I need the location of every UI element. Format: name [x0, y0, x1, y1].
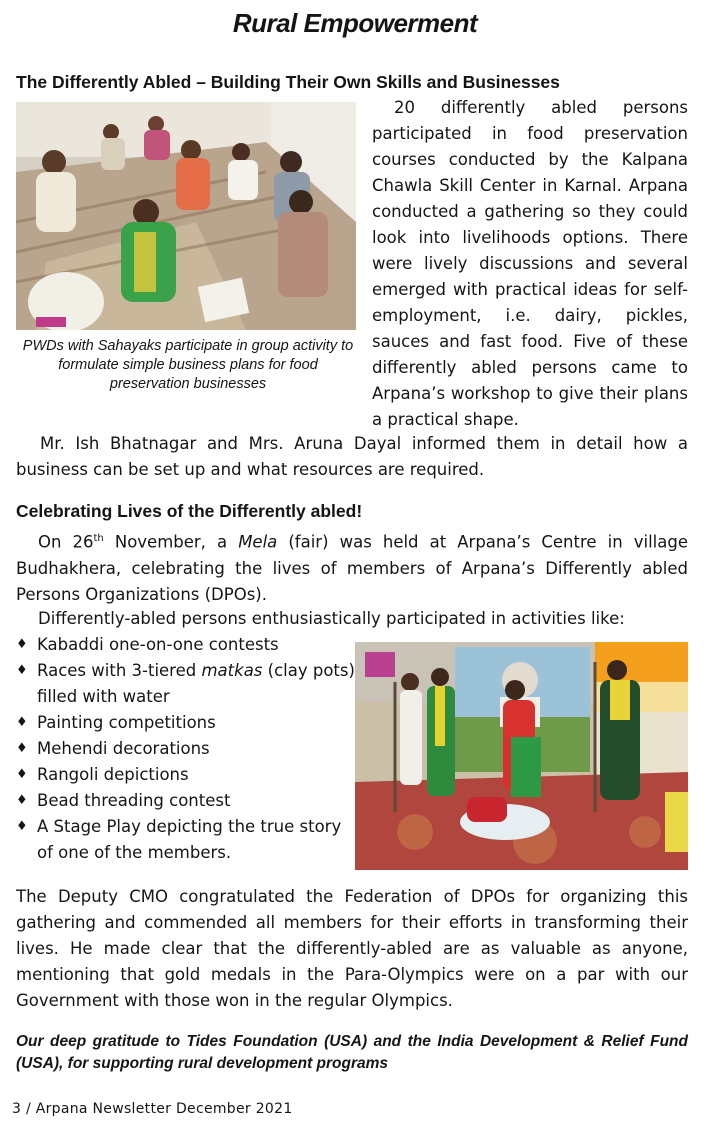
group-activity-photo [16, 102, 356, 330]
section1-followup-text: Mr. Ish Bhatnagar and Mrs. Aruna Dayal informed them in detail how a business can be set up and what resources are required. [16, 434, 688, 479]
diamond-bullet-icon: ♦ [16, 741, 28, 756]
group-activity-caption: PWDs with Sahayaks participate in group activity to formulate simple business plans for food preservation businesses [22, 338, 354, 392]
diamond-bullet-icon: ♦ [16, 637, 28, 652]
list-item: ♦ A Stage Play depicting the true story of one of the members. [16, 814, 356, 866]
diamond-bullet-icon: ♦ [16, 819, 28, 834]
section-heading-celebrating: Celebrating Lives of the Differently abled! [16, 501, 363, 521]
section2-intro-text: On 26th November, a Mela (fair) was held at Arpana’s Centre in village Budhakhera, celebrating the lives of members of Arpana’s Differently abled Persons Organizations (DPOs). [16, 532, 688, 604]
page-footer: 3 / Arpana Newsletter December 2021 [12, 1101, 293, 1117]
list-item: ♦ Mehendi decorations [16, 736, 356, 762]
group-activity-illustration [16, 102, 356, 330]
section2-closing-text: The Deputy CMO congratulated the Federation of DPOs for organizing this gathering and commended all members for their efforts in transforming their lives. He made clear that the differently-abled are as valuable as anyone, mentioning that gold medals in the Para-Olympics were on a par with our Government with those won in the regular Olympics. [16, 887, 688, 1010]
list-item: ♦ Bead threading contest [16, 788, 356, 814]
list-item: ♦ Rangoli depictions [16, 762, 356, 788]
diamond-bullet-icon: ♦ [16, 793, 28, 808]
stage-play-photo [355, 642, 688, 870]
diamond-bullet-icon: ♦ [16, 767, 28, 782]
stage-play-illustration [355, 642, 688, 870]
page-title: Rural Empowerment [232, 8, 478, 38]
list-item: ♦ Races with 3-tiered matkas (clay pots) filled with water [16, 658, 356, 710]
activities-intro-text: Differently-abled persons enthusiastically participated in activities like: [38, 609, 625, 628]
section-heading-differently-abled: The Differently Abled – Building Their Own Skills and Businesses [16, 72, 560, 92]
activities-list [16, 632, 356, 866]
acknowledgement-text: Our deep gratitude to Tides Foundation (USA) and the India Development & Relief Fund (USA), for supporting rural development programs [16, 1033, 688, 1072]
diamond-bullet-icon: ♦ [16, 715, 28, 730]
list-item: ♦ Kabaddi one-on-one contests [16, 632, 356, 658]
diamond-bullet-icon: ♦ [16, 663, 28, 678]
list-item: ♦ Painting competitions [16, 710, 356, 736]
section1-intro-text: 20 differently abled persons participated in food preservation courses conducted by the Kalpana Chawla Skill Center in Karnal. Arpana conducted a gathering so they could look into livelihoods options. There were lively discussions and several emerged with practical ideas for self-employment, i.e. dairy, pickles, sauces and fast food. Five of these differently abled persons came to Arpana’s workshop to give their plans a practical shape. [372, 98, 688, 429]
